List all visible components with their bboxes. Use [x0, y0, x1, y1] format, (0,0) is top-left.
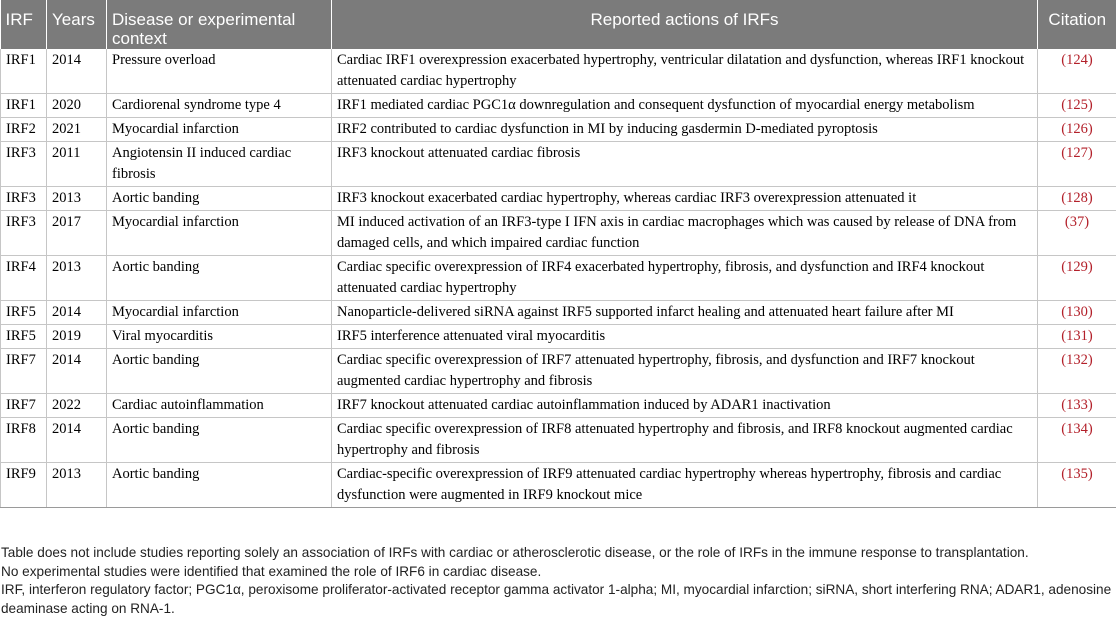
cell-action: Cardiac specific overexpression of IRF8 attenuated hypertrophy and fibrosis, and IRF8 knockout augmented cardiac hypertrophy and fibrosis — [332, 418, 1038, 463]
header-citation: Citation — [1038, 0, 1116, 49]
cell-context: Aortic banding — [107, 349, 332, 394]
cell-year: 2013 — [47, 256, 107, 301]
table-row — [1, 349, 1116, 394]
header-years: Years — [47, 0, 107, 49]
cell-context: Aortic banding — [107, 187, 332, 211]
table-footnotes — [0, 544, 1116, 618]
cell-year: 2011 — [47, 142, 107, 187]
table-row — [1, 256, 1116, 301]
citation-link[interactable]: (131) — [1038, 325, 1116, 349]
cell-irf: IRF5 — [1, 325, 47, 349]
cell-context: Viral myocarditis — [107, 325, 332, 349]
cell-action: IRF3 knockout attenuated cardiac fibrosis — [332, 142, 1038, 187]
table-row — [1, 94, 1116, 118]
cell-irf: IRF9 — [1, 463, 47, 508]
cell-action: IRF1 mediated cardiac PGC1α downregulation and consequent dysfunction of myocardial energy metabolism — [332, 94, 1038, 118]
cell-year: 2020 — [47, 94, 107, 118]
table-row — [1, 463, 1116, 508]
table-header — [1, 0, 1116, 49]
citation-link[interactable]: (126) — [1038, 118, 1116, 142]
cell-action: Cardiac IRF1 overexpression exacerbated hypertrophy, ventricular dilatation and dysfunction, whereas IRF1 knockout attenuated cardiac hypertrophy — [332, 49, 1038, 94]
cell-action: IRF3 knockout exacerbated cardiac hypertrophy, whereas cardiac IRF3 overexpression attenuated it — [332, 187, 1038, 211]
cell-year: 2019 — [47, 325, 107, 349]
cell-action: Cardiac-specific overexpression of IRF9 attenuated cardiac hypertrophy whereas hypertrophy, fibrosis and cardiac dysfunction were augmented in IRF9 knockout mice — [332, 463, 1038, 508]
cell-context: Myocardial infarction — [107, 118, 332, 142]
table-row — [1, 418, 1116, 463]
cell-irf: IRF5 — [1, 301, 47, 325]
cell-context: Myocardial infarction — [107, 301, 332, 325]
citation-link[interactable]: (130) — [1038, 301, 1116, 325]
cell-context: Cardiac autoinflammation — [107, 394, 332, 418]
citation-link[interactable]: (135) — [1038, 463, 1116, 508]
header-actions: Reported actions of IRFs — [332, 0, 1038, 49]
header-irf: IRF — [1, 0, 47, 49]
cell-year: 2014 — [47, 301, 107, 325]
cell-year: 2021 — [47, 118, 107, 142]
table-row — [1, 187, 1116, 211]
table-row — [1, 49, 1116, 94]
cell-year: 2014 — [47, 49, 107, 94]
footnote-irf6: No experimental studies were identified that examined the role of IRF6 in cardiac disease. — [1, 563, 542, 579]
table-body — [1, 49, 1116, 508]
table-row — [1, 142, 1116, 187]
cell-irf: IRF7 — [1, 394, 47, 418]
cell-year: 2014 — [47, 418, 107, 463]
cell-action: IRF2 contributed to cardiac dysfunction in MI by inducing gasdermin D-mediated pyroptosis — [332, 118, 1038, 142]
cell-context: Myocardial infarction — [107, 211, 332, 256]
cell-context: Cardiorenal syndrome type 4 — [107, 94, 332, 118]
cell-irf: IRF3 — [1, 142, 47, 187]
citation-link[interactable]: (129) — [1038, 256, 1116, 301]
header-row — [1, 0, 1116, 49]
cell-action: IRF7 knockout attenuated cardiac autoinflammation induced by ADAR1 inactivation — [332, 394, 1038, 418]
cell-context: Aortic banding — [107, 418, 332, 463]
cell-irf: IRF4 — [1, 256, 47, 301]
cell-action: Nanoparticle-delivered siRNA against IRF5 supported infarct healing and attenuated heart failure after MI — [332, 301, 1038, 325]
cell-action: MI induced activation of an IRF3-type I IFN axis in cardiac macrophages which was caused by release of DNA from damaged cells, and which impaired cardiac function — [332, 211, 1038, 256]
cell-year: 2013 — [47, 463, 107, 508]
cell-irf: IRF3 — [1, 211, 47, 256]
table-row — [1, 325, 1116, 349]
citation-link[interactable]: (128) — [1038, 187, 1116, 211]
cell-year: 2013 — [47, 187, 107, 211]
cell-irf: IRF8 — [1, 418, 47, 463]
cell-irf: IRF2 — [1, 118, 47, 142]
table-row — [1, 301, 1116, 325]
citation-link[interactable]: (132) — [1038, 349, 1116, 394]
table-row — [1, 394, 1116, 418]
citation-link[interactable]: (127) — [1038, 142, 1116, 187]
cell-context: Aortic banding — [107, 463, 332, 508]
cell-year: 2022 — [47, 394, 107, 418]
table-row — [1, 118, 1116, 142]
table-row — [1, 211, 1116, 256]
cell-action: Cardiac specific overexpression of IRF7 attenuated hypertrophy, fibrosis, and dysfunction and IRF7 knockout augmented cardiac hypertrophy and fibrosis — [332, 349, 1038, 394]
cell-year: 2017 — [47, 211, 107, 256]
cell-year: 2014 — [47, 349, 107, 394]
cell-irf: IRF1 — [1, 49, 47, 94]
cell-context: Pressure overload — [107, 49, 332, 94]
cell-irf: IRF1 — [1, 94, 47, 118]
citation-link[interactable]: (134) — [1038, 418, 1116, 463]
footnote-exclusion: Table does not include studies reporting solely an association of IRFs with cardiac or atherosclerotic disease, or the role of IRFs in the immune response to transplantation. — [1, 545, 1029, 560]
cell-context: Angiotensin II induced cardiac fibrosis — [107, 142, 332, 187]
header-context: Disease or experimental context — [107, 0, 332, 49]
citation-link[interactable]: (37) — [1038, 211, 1116, 256]
cell-irf: IRF7 — [1, 349, 47, 394]
citation-link[interactable]: (124) — [1038, 49, 1116, 94]
cell-action: Cardiac specific overexpression of IRF4 exacerbated hypertrophy, fibrosis, and dysfunction and IRF4 knockout attenuated cardiac hypertrophy — [332, 256, 1038, 301]
cell-irf: IRF3 — [1, 187, 47, 211]
citation-link[interactable]: (125) — [1038, 94, 1116, 118]
cell-action: IRF5 interference attenuated viral myocarditis — [332, 325, 1038, 349]
citation-link[interactable]: (133) — [1038, 394, 1116, 418]
footnote-abbreviations: IRF, interferon regulatory factor; PGC1α, peroxisome proliferator-activated receptor gamma activator 1-alpha; MI, myocardial infarction; siRNA, short interfering RNA; ADAR1, adenosine deaminase acting on RNA-1. — [1, 582, 1112, 616]
cell-context: Aortic banding — [107, 256, 332, 301]
